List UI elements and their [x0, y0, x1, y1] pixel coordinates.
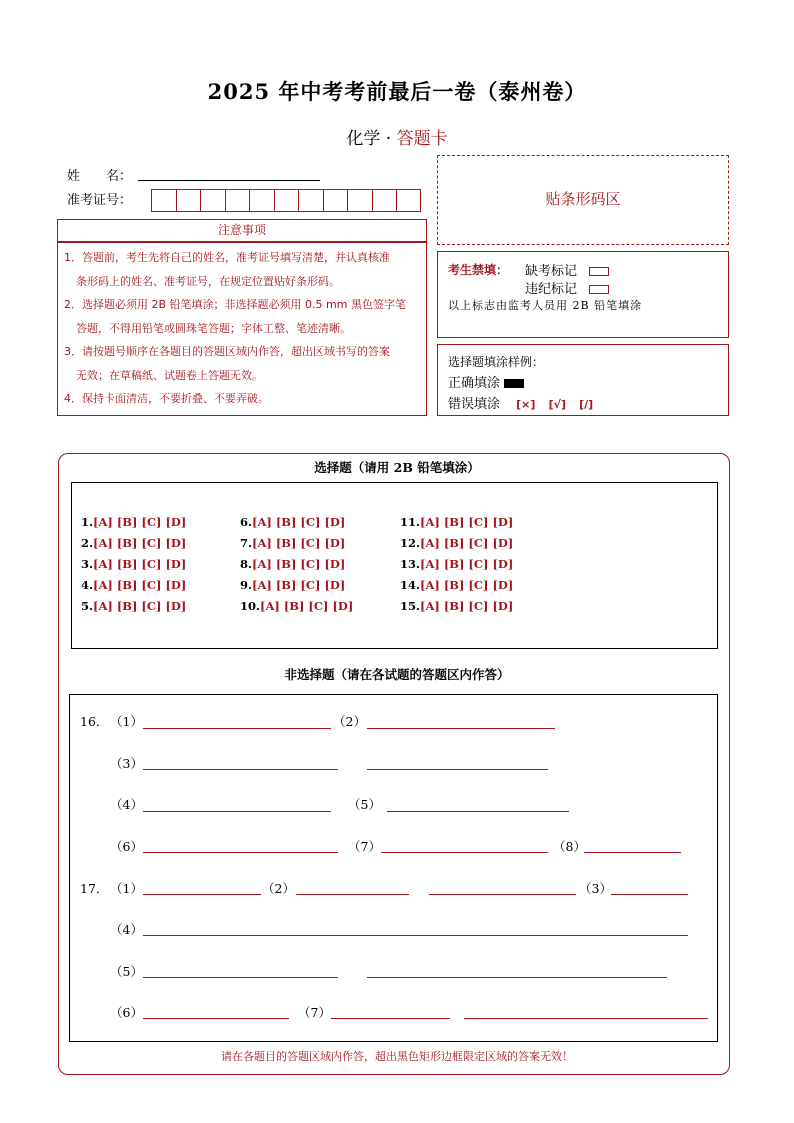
id-cell[interactable] [372, 189, 397, 212]
choice-question[interactable]: 12.[A] [B] [C] [D] [400, 536, 514, 550]
choice-title: 选择题（请用 2B 铅笔填涂） [314, 460, 480, 475]
choice-question[interactable]: 2.[A] [B] [C] [D] [81, 536, 187, 550]
blank-label: （4） [110, 922, 143, 937]
nonchoice-box [69, 694, 718, 1042]
answer-line[interactable] [464, 1018, 708, 1019]
id-cell[interactable] [274, 189, 299, 212]
answer-line[interactable] [429, 894, 576, 895]
choice-question[interactable]: 8.[A] [B] [C] [D] [240, 557, 346, 571]
id-cell[interactable] [347, 189, 372, 212]
answer-line[interactable] [584, 852, 681, 853]
answer-line[interactable] [611, 894, 688, 895]
notice-item: 答题，不得用铅笔或圆珠笔答题；字体工整、笔迹清晰。 [76, 321, 351, 335]
id-cell[interactable] [200, 189, 225, 212]
wrong-mark: [/] [579, 398, 594, 411]
id-label: 准考证号： [67, 193, 133, 208]
answer-sheet-label: 答题卡 [396, 129, 448, 149]
choice-question[interactable]: 3.[A] [B] [C] [D] [81, 557, 187, 571]
choice-question[interactable]: 11.[A] [B] [C] [D] [400, 515, 514, 529]
nonchoice-title: 非选择题（请在各试题的答题区内作答） [284, 667, 510, 682]
id-cell[interactable] [249, 189, 274, 212]
wrong-row [448, 393, 593, 412]
choice-question[interactable]: 5.[A] [B] [C] [D] [81, 599, 187, 613]
id-cell[interactable] [176, 189, 201, 212]
blank-label: （7） [298, 1005, 331, 1020]
id-cell[interactable] [298, 189, 323, 212]
answer-line[interactable] [143, 977, 338, 978]
answer-line[interactable] [367, 769, 548, 770]
correct-row [448, 372, 524, 391]
blank-label: （6） [110, 1005, 143, 1020]
answer-line[interactable] [143, 894, 261, 895]
blank-label: （5） [348, 797, 381, 812]
absent-mark[interactable] [589, 267, 609, 276]
choice-column-2 [240, 515, 353, 620]
notice-item: 条形码上的姓名、准考证号，在规定位置贴好条形码。 [76, 274, 340, 288]
correct-fill-sample [504, 379, 524, 388]
blank-label: （3） [110, 756, 143, 771]
fill-example-box [437, 344, 729, 416]
fill-example-title: 选择题填涂样例： [448, 355, 545, 369]
answer-line[interactable] [143, 811, 331, 812]
answer-line[interactable] [381, 852, 548, 853]
choice-question[interactable]: 15.[A] [B] [C] [D] [400, 599, 514, 613]
choice-question[interactable]: 6.[A] [B] [C] [D] [240, 515, 346, 529]
wrong-label: 错误填涂 [448, 397, 501, 412]
footer-note: 请在各题目的答题区域内作答，超出黑色矩形边框限定区域的答案无效！ [221, 1050, 573, 1063]
answer-line[interactable] [143, 935, 688, 936]
answer-line[interactable] [143, 852, 338, 853]
notice-item: 1．答题前，考生先将自己的姓名，准考证号填写清楚，并认真核准 [64, 251, 390, 264]
page-subtitle [0, 124, 794, 149]
blank-label: （5） [110, 964, 143, 979]
choice-column-3 [400, 515, 513, 620]
notice-item: 2．选择题必须用 2B 铅笔填涂；非选择题必须用 0.5 mm 黑色签字笔 [64, 298, 406, 311]
notice-item: 4．保持卡面清洁，不要折叠、不要弄破。 [64, 392, 269, 405]
name-label: 姓 名： [67, 169, 133, 184]
subject-label: 化学 · [346, 129, 397, 149]
id-cell[interactable] [151, 189, 176, 212]
answer-line[interactable] [143, 728, 331, 729]
absent-label: 缺考标记 [525, 264, 578, 279]
question-17-number: 17． [80, 881, 109, 896]
blank-label: （8） [553, 839, 586, 854]
choice-question[interactable]: 14.[A] [B] [C] [D] [400, 578, 514, 592]
question-16-number: 16． [80, 714, 109, 729]
absent-row [525, 260, 609, 279]
blank-label: （4） [110, 797, 143, 812]
choice-question[interactable]: 7.[A] [B] [C] [D] [240, 536, 346, 550]
forbidden-note: 以上标志由监考人员用 2B 铅笔填涂 [448, 299, 643, 312]
violation-row [525, 278, 609, 297]
id-cell[interactable] [323, 189, 348, 212]
violation-mark[interactable] [589, 285, 609, 294]
id-cell[interactable] [225, 189, 250, 212]
answer-line[interactable] [331, 1018, 450, 1019]
choice-column-1 [81, 515, 186, 620]
blank-label: （7） [348, 839, 381, 854]
wrong-mark: [√] [548, 398, 566, 411]
answer-line[interactable] [367, 977, 667, 978]
page-title: 2025 年中考考前最后一卷（泰州卷） [207, 79, 587, 104]
barcode-area [437, 155, 729, 245]
blank-label: （1） [110, 881, 143, 896]
name-field[interactable] [138, 180, 320, 181]
choice-question[interactable]: 1.[A] [B] [C] [D] [81, 515, 187, 529]
wrong-mark: [×] [516, 398, 536, 411]
notice-item: 3．请按题号顺序在各题目的答题区域内作答，超出区域书写的答案 [64, 345, 390, 358]
answer-line[interactable] [143, 769, 338, 770]
blank-label: （2） [333, 714, 366, 729]
blank-label: （3） [579, 881, 612, 896]
choice-question[interactable]: 13.[A] [B] [C] [D] [400, 557, 514, 571]
forbidden-label: 考生禁填： [448, 263, 509, 277]
barcode-label: 贴条形码区 [545, 190, 621, 208]
notice-title: 注意事项 [57, 219, 427, 242]
answer-line[interactable] [143, 1018, 289, 1019]
notice-box [57, 242, 427, 416]
id-cell[interactable] [396, 189, 421, 212]
answer-line[interactable] [296, 894, 409, 895]
blank-label: （1） [110, 714, 143, 729]
choice-question[interactable]: 10.[A] [B] [C] [D] [240, 599, 354, 613]
choice-question[interactable]: 4.[A] [B] [C] [D] [81, 578, 187, 592]
notice-item: 无效；在草稿纸、试题卷上答题无效。 [76, 368, 263, 382]
forbidden-box [437, 251, 729, 338]
answer-line[interactable] [367, 728, 555, 729]
blank-label: （2） [262, 881, 295, 896]
correct-label: 正确填涂 [448, 376, 501, 391]
choice-question[interactable]: 9.[A] [B] [C] [D] [240, 578, 346, 592]
id-number-grid[interactable] [151, 189, 421, 212]
choice-box [71, 482, 718, 649]
answer-line[interactable] [387, 811, 569, 812]
blank-label: （6） [110, 839, 143, 854]
violation-label: 违纪标记 [525, 282, 578, 297]
